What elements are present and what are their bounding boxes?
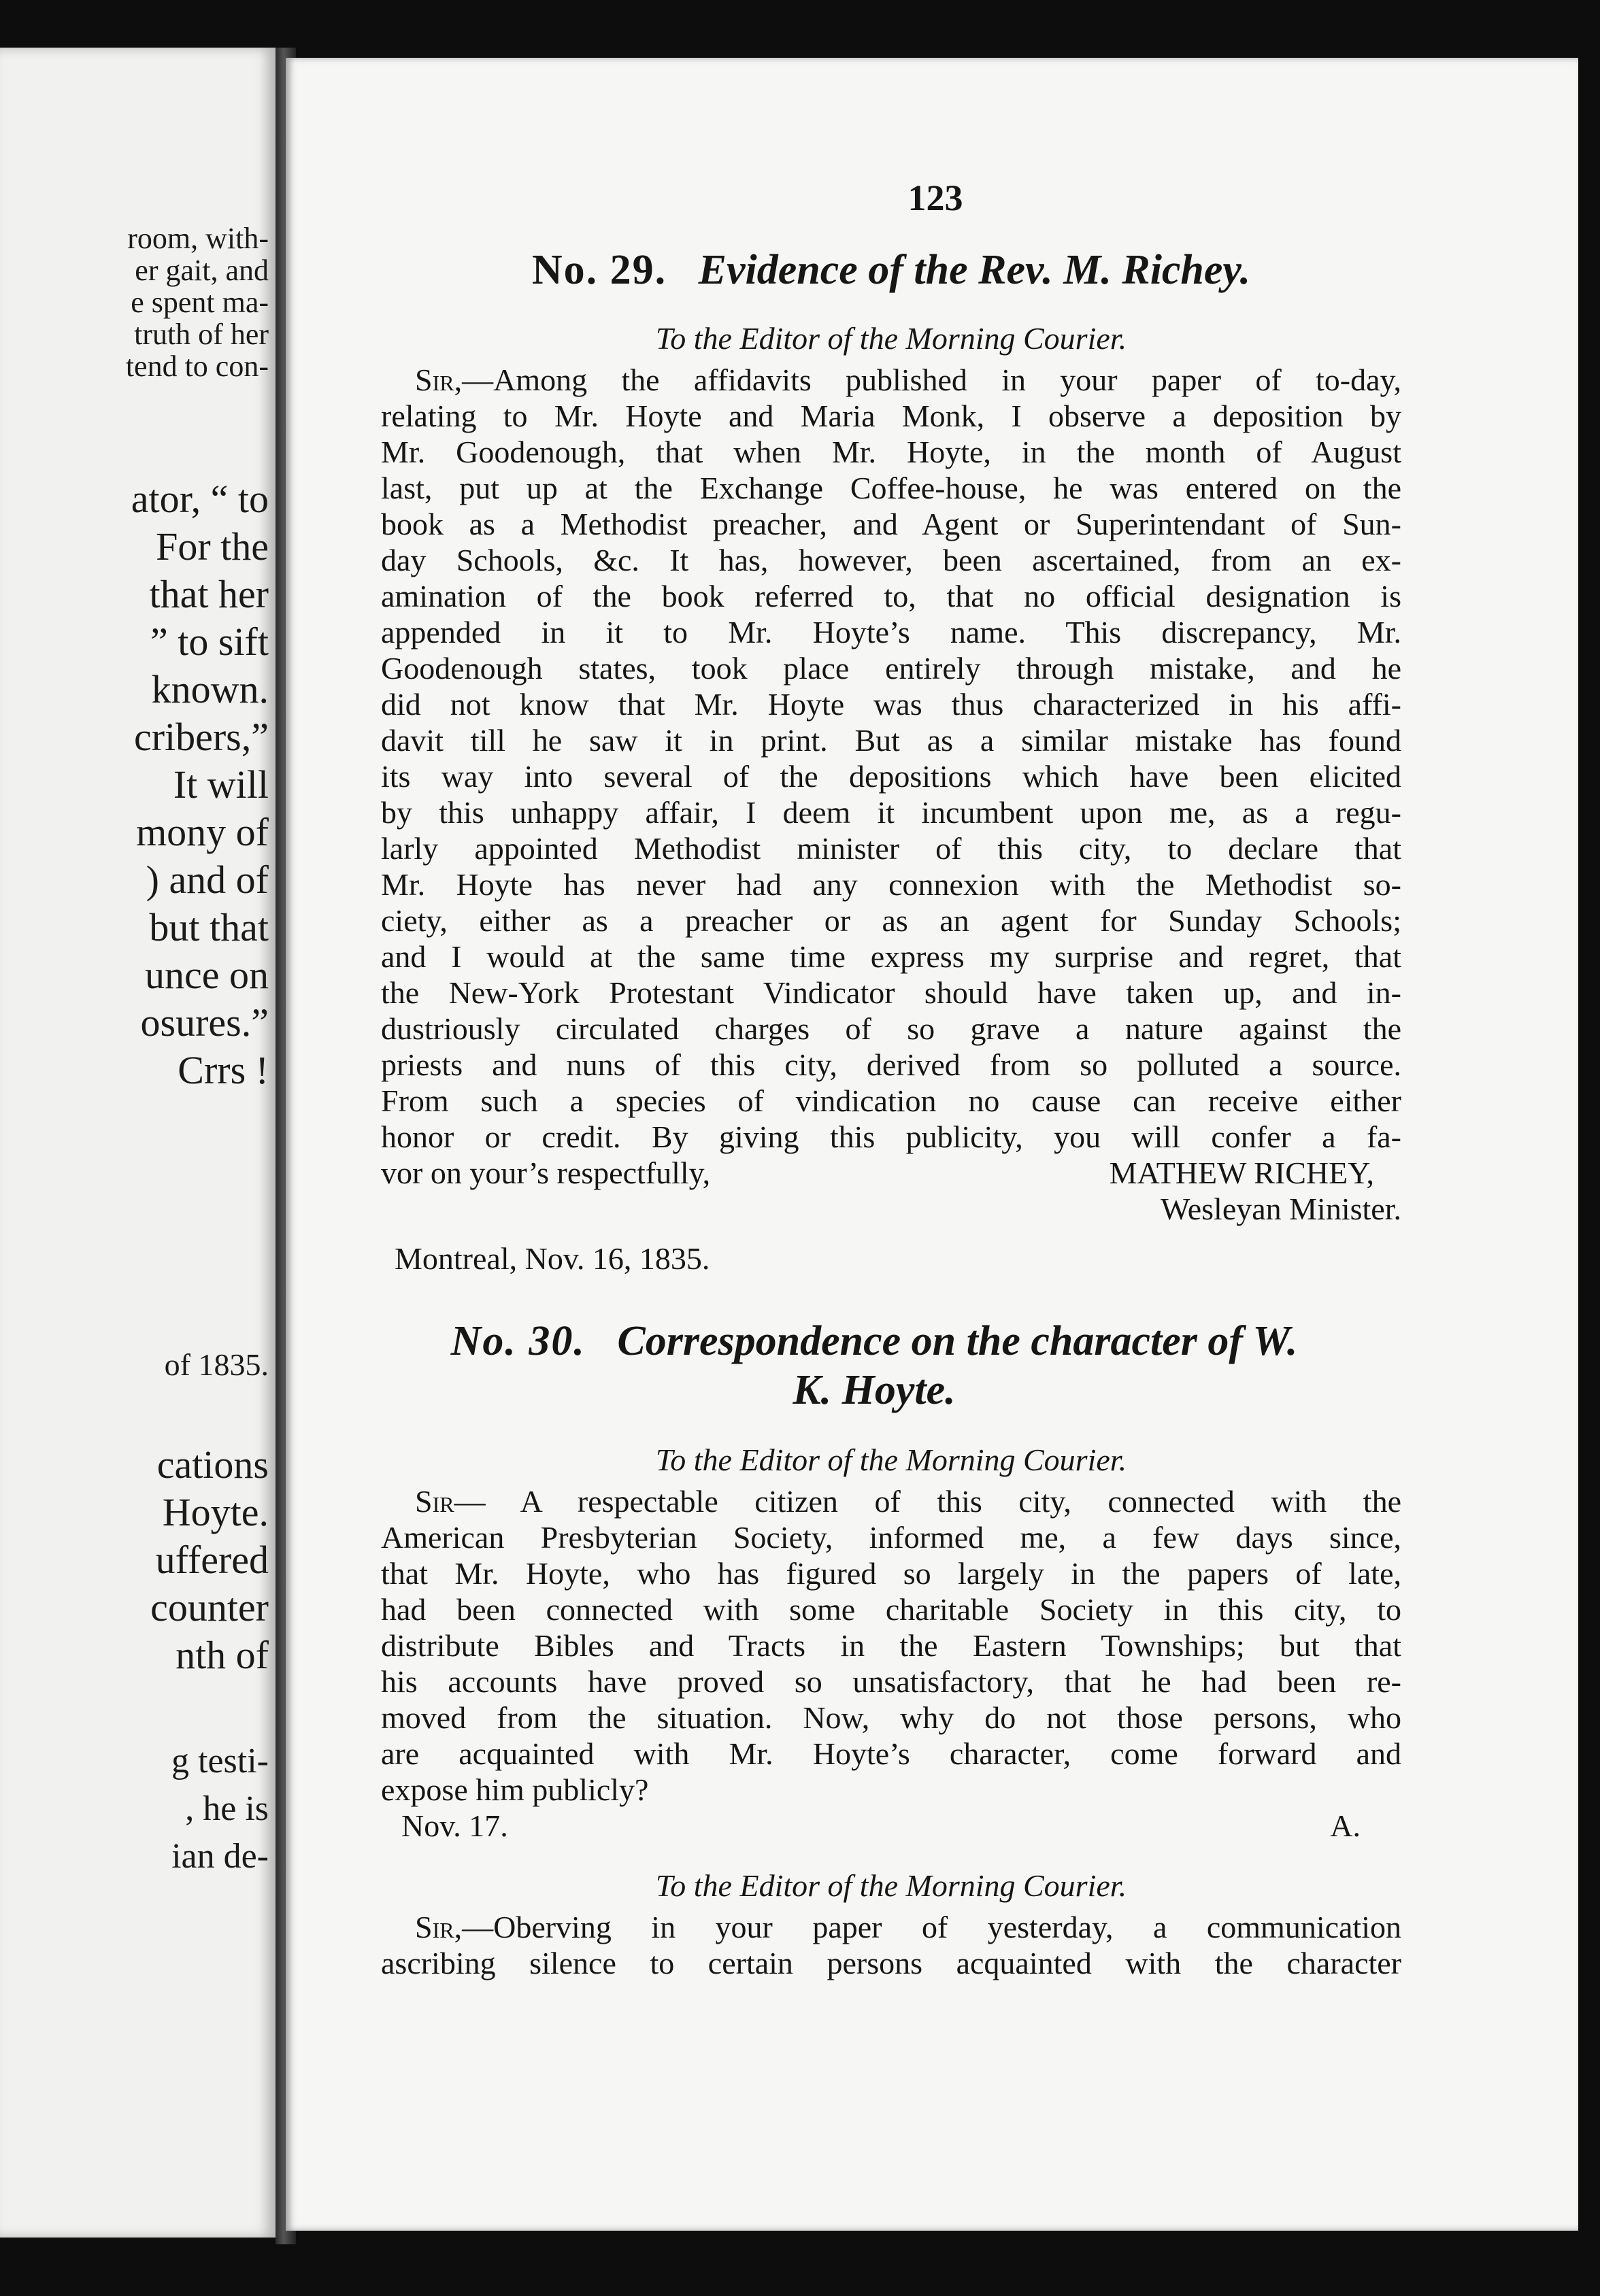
facing-page-fragment: room, with- xyxy=(127,222,269,255)
line-text: his accounts have proved so unsatisfactory, that he had been re- xyxy=(381,1664,1401,1699)
text-line xyxy=(381,1945,1401,1981)
line-text: amination of the book referred to, that no official designation is xyxy=(381,579,1401,614)
line-text: —Oberving in your paper of yesterday, a communication xyxy=(462,1909,1401,1944)
text-line xyxy=(381,578,1401,614)
section-29-number: No. 29. xyxy=(531,247,667,293)
text-line xyxy=(381,1047,1401,1083)
line-text: ciety, either as a preacher or as an agent for Sunday Schools; xyxy=(381,903,1401,939)
section-29-signature: MATHEW RICHEY, xyxy=(1109,1155,1374,1191)
text-line xyxy=(381,1011,1401,1047)
page-content xyxy=(381,177,1401,1981)
text-line xyxy=(381,398,1401,434)
facing-page-fragment: osures.” xyxy=(140,1000,269,1045)
section-30-letter-1-addressee: To the Editor of the Morning Courier. xyxy=(655,1442,1127,1477)
section-30-letter-1-closing-row xyxy=(381,1772,1401,1808)
text-line xyxy=(381,902,1401,939)
line-text: did not know that Mr. Hoyte was thus characterized in his affi- xyxy=(381,687,1401,722)
text-line xyxy=(381,794,1401,830)
line-text: From such a species of vindication no cause can receive either xyxy=(381,1083,1401,1119)
text-line xyxy=(381,614,1401,650)
section-29-heading xyxy=(381,246,1401,294)
line-text: davit till he saw it in print. But as a similar mistake has found xyxy=(381,723,1401,758)
line-text: honor or credit. By giving this publicity, you will confer a fa- xyxy=(381,1119,1401,1155)
line-text: that Mr. Hoyte, who has figured so largely in the papers of late, xyxy=(381,1555,1401,1591)
text-line xyxy=(381,1627,1401,1664)
section-30-heading xyxy=(347,1317,1401,1415)
section-30-letter-1-date-row xyxy=(401,1808,1401,1847)
section-30-title-line-1: Correspondence on the character of W. xyxy=(617,1318,1298,1365)
line-text: —Among the affidavits published in your paper of to-day, xyxy=(462,362,1401,398)
line-text: last, put up at the Exchange Coffee-house, he was entered on the xyxy=(381,471,1401,506)
section-29-signature-title: Wesleyan Minister. xyxy=(1160,1192,1401,1227)
text-line xyxy=(381,758,1401,794)
section-30-letter-1-signer: A. xyxy=(1330,1808,1361,1843)
line-text: — A respectable citizen of this city, connected with the xyxy=(454,1483,1401,1519)
section-29-addressee: To the Editor of the Morning Courier. xyxy=(655,321,1127,356)
line-text: appended in it to Mr. Hoyte’s name. This discrepancy, Mr. xyxy=(381,615,1401,650)
section-30-letter-1-closing: expose him publicly? xyxy=(381,1772,649,1807)
section-30-letter-2-addressee: To the Editor of the Morning Courier. xyxy=(655,1868,1127,1903)
text-line xyxy=(381,650,1401,686)
line-text: and I would at the same time express my surprise and regret, that xyxy=(381,939,1401,975)
text-line xyxy=(381,506,1401,542)
section-30-title-line-2: K. Hoyte. xyxy=(793,1366,956,1413)
text-line xyxy=(381,1664,1401,1700)
text-line xyxy=(381,1519,1401,1555)
page-number: 123 xyxy=(907,178,963,218)
facing-page-fragment: unce on xyxy=(145,953,269,997)
text-line xyxy=(381,434,1401,470)
text-line xyxy=(381,830,1401,866)
facing-page-fragment: truth of her xyxy=(134,318,269,351)
facing-page-fragment: known. xyxy=(151,667,269,711)
facing-page-fragment: cations xyxy=(156,1442,269,1487)
line-text: American Presbyterian Society, informed me, a few days since, xyxy=(381,1519,1401,1555)
line-text: had been connected with some charitable Society in this city, to xyxy=(381,1591,1401,1627)
line-text: book as a Methodist preacher, and Agent or Superintendant of Sun- xyxy=(381,507,1401,542)
text-line xyxy=(381,1909,1401,1945)
facing-page-fragment: ” to sift xyxy=(150,620,269,664)
section-30-number: No. 30. xyxy=(450,1318,586,1365)
section-29-closing: vor on your’s respectfully, xyxy=(381,1155,711,1191)
facing-page-fragment: counter xyxy=(150,1585,269,1630)
text-line xyxy=(381,1483,1401,1519)
line-text: larly appointed Methodist minister of this city, to declare that xyxy=(381,831,1401,866)
section-30-letter-1-date: Nov. 17. xyxy=(401,1808,508,1843)
line-text: by this unhappy affair, I deem it incumbent upon me, as a regu- xyxy=(381,795,1401,830)
line-text: ascribing silence to certain persons acquainted with the character xyxy=(381,1945,1401,1980)
facing-page-fragment: of 1835. xyxy=(164,1347,269,1382)
text-line xyxy=(381,470,1401,506)
salutation: Sir, xyxy=(415,362,463,398)
facing-page-fragment: e spent ma- xyxy=(131,286,269,319)
line-text: dustriously circulated charges of so grave a nature against the xyxy=(381,1011,1401,1047)
facing-page-fragment: It will xyxy=(173,762,269,807)
text-line xyxy=(381,1083,1401,1119)
line-text: are acquainted with Mr. Hoyte’s character, come forward and xyxy=(381,1736,1401,1771)
facing-page-fragment: ) and of xyxy=(146,858,269,902)
line-text: Goodenough states, took place entirely through mistake, and he xyxy=(381,651,1401,686)
facing-page-fragment: Hoyte. xyxy=(162,1490,269,1534)
section-29-place-date: Montreal, Nov. 16, 1835. xyxy=(395,1241,710,1277)
line-text: Mr. Hoyte has never had any connexion with the Methodist so- xyxy=(381,867,1401,902)
facing-page-fragment: For the xyxy=(156,524,269,569)
facing-page-fragment: , he is xyxy=(185,1789,269,1828)
facing-page-fragment: Crrs ! xyxy=(178,1048,269,1092)
facing-page-fragment: that her xyxy=(149,572,269,616)
text-line xyxy=(381,1591,1401,1627)
line-text: its way into several of the depositions which have been elicited xyxy=(381,759,1401,794)
salutation: Sir, xyxy=(415,1909,463,1944)
facing-page-fragment: but that xyxy=(149,905,269,949)
line-text: relating to Mr. Hoyte and Maria Monk, I observe a deposition by xyxy=(381,399,1401,434)
facing-page-fragment: ator, “ to xyxy=(131,477,269,521)
text-line xyxy=(381,542,1401,578)
line-text: moved from the situation. Now, why do not those persons, who xyxy=(381,1700,1401,1735)
line-text: the New-York Protestant Vindicator should have taken up, and in- xyxy=(381,975,1401,1011)
text-line xyxy=(381,1555,1401,1591)
text-line xyxy=(381,939,1401,975)
section-29-closing-row xyxy=(381,1155,1401,1191)
line-text: priests and nuns of this city, derived from so polluted a source. xyxy=(381,1047,1401,1083)
text-line xyxy=(381,1736,1401,1772)
facing-page-left xyxy=(0,48,276,2238)
text-line xyxy=(381,362,1401,398)
section-30-letter-1-body xyxy=(381,1483,1401,1772)
section-29-title: Evidence of the Rev. M. Richey. xyxy=(698,247,1251,293)
text-line xyxy=(381,1700,1401,1736)
text-line xyxy=(381,1119,1401,1155)
facing-page-fragment: nth of xyxy=(176,1633,269,1677)
section-29-letter-body xyxy=(381,362,1401,1155)
facing-page-fragment: mony of xyxy=(136,810,269,854)
section-30-letter-2-body xyxy=(381,1909,1401,1981)
facing-page-fragment: uffered xyxy=(155,1538,269,1582)
facing-page-fragment: ian de- xyxy=(171,1837,269,1876)
text-line xyxy=(381,686,1401,722)
line-text: distribute Bibles and Tracts in the Eastern Townships; but that xyxy=(381,1627,1401,1663)
text-line xyxy=(381,866,1401,902)
facing-page-fragment: cribers,” xyxy=(133,715,269,759)
text-line xyxy=(381,722,1401,758)
line-text: Mr. Goodenough, that when Mr. Hoyte, in the month of August xyxy=(381,435,1401,470)
salutation: Sir xyxy=(415,1483,454,1519)
line-text: day Schools, &c. It has, however, been ascertained, from an ex- xyxy=(381,543,1401,578)
facing-page-fragment: tend to con- xyxy=(125,350,269,383)
book-page-right xyxy=(286,58,1578,2231)
section-29-title-row xyxy=(381,1191,1401,1227)
facing-page-fragment: g testi- xyxy=(171,1742,269,1780)
text-line xyxy=(381,975,1401,1011)
facing-page-fragment: er gait, and xyxy=(135,254,269,287)
